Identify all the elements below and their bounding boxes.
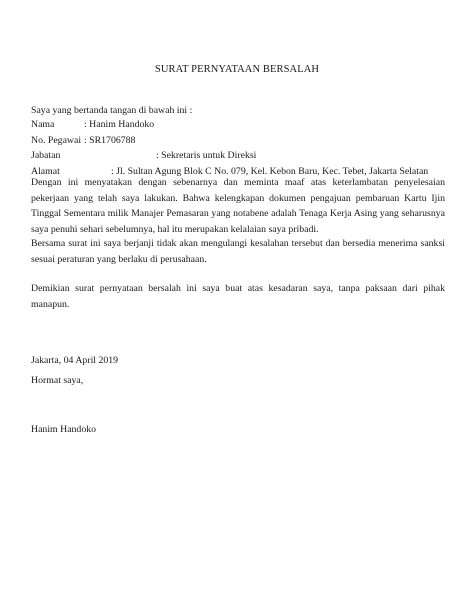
- letter-date: Jakarta, 04 April 2019: [31, 355, 119, 366]
- field-value-alamat: : Jl. Sultan Agung Blok C No. 079, Kel. Kebon Baru, Kec. Tebet, Jakarta Selatan: [111, 165, 429, 177]
- paragraph-promise: Bersama surat ini saya berjanji tidak akan mengulangi kesalahan tersebut dan bersedia menerima sanksi sesuai peraturan yang berlaku di perusahaan.: [31, 238, 445, 265]
- signer-name: Hanim Handoko: [31, 424, 97, 435]
- paragraph-statement: Dengan ini menyatakan dengan sebenarnya dan meminta maaf atas keterlambatan penyelesaian pekerjaan yang telah saya lakukan. Bahwa kelengkapan dokumen pengajuan pembaruan Kartu Ijin Tinggal Sementara milik Manajer Pemasaran yang notabene adalah Tenaga Kerja Asing yang seharusnya saya penuhi sehari sebelumnya, hal itu merupakan kelalaian saya pribadi.: [31, 177, 445, 235]
- letter-title: SURAT PERNYATAAN BERSALAH: [154, 64, 320, 75]
- intro-line: Saya yang bertanda tangan di bawah ini :: [31, 105, 193, 116]
- field-label-jabatan: Jabatan: [31, 150, 61, 161]
- field-label-alamat: Alamat: [31, 165, 60, 177]
- field-label-no-pegawai: No. Pegawai: [31, 134, 82, 146]
- field-value-no-pegawai: : SR1706788: [84, 134, 136, 146]
- field-label-nama: Nama: [31, 119, 55, 130]
- paragraph-closing-statement: Demikian surat pernyataan bersalah ini saya buat atas kesadaran saya, tanpa paksaan dari pihak manapun.: [31, 283, 445, 310]
- field-value-nama: : Hanim Handoko: [84, 119, 155, 130]
- closing-salutation: Hormat saya,: [31, 375, 84, 386]
- field-value-jabatan: : Sekretaris untuk Direksi: [156, 150, 257, 161]
